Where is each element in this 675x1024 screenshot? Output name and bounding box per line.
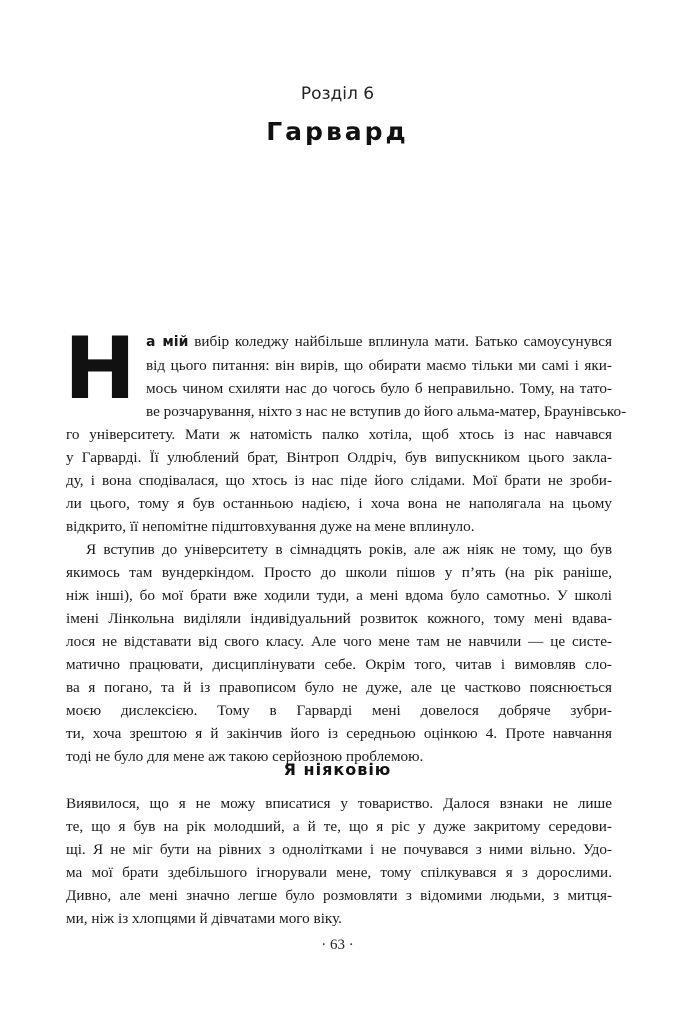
text-line: відкрито, її непомітне підштовхування дуже на мене вплинуло. [66, 518, 475, 535]
chapter-label: Розділ 6 [300, 84, 375, 104]
section-heading: Я ніяковію [283, 760, 392, 779]
text-line: імені Лінкольна виділяли індивідуальний розвиток кожного, тому мені вдава- [66, 610, 612, 627]
text-line: Я вступив до університету в сімнадцять років, але аж ніяк не тому, що був [86, 541, 612, 558]
chapter-title: Гарвард [266, 117, 409, 146]
text-line: те, що я був на рік молодший, а й те, що я ріс у дуже закритому середови- [66, 818, 612, 835]
paragraph [66, 538, 612, 768]
text-line: тоді не було для мене аж такою серйозною проблемою. [66, 748, 424, 765]
text-line: ли цього, тому я був останньою надією, і хоча вона не наполягала на цьому [66, 495, 612, 512]
paragraph [66, 792, 612, 930]
text-line: Виявилося, що я не можу вписатися у товариство. Далося взнаки не лише [66, 795, 612, 812]
section-text-block [66, 792, 612, 930]
drop-cap: Н [64, 319, 136, 419]
text-line: матично працювати, дисциплінувати себе. Окрім того, читав і вимовляв сло- [66, 656, 612, 673]
main-text-block [64, 319, 627, 768]
text-line: Дивно, але мені значно легше було розмовляти з відомими людьми, з митця- [66, 887, 612, 904]
text-line: ніж інші), бо мої брати вже ходили туди, а мені вдома було самотньо. У школі [66, 587, 612, 604]
paragraph [64, 319, 627, 538]
text-line: ве розчарування, ніхто з нас не вступив до його альма-матер, Браунівсько- [145, 403, 627, 420]
text-line: від цього питання: він вирів, що обирати маємо тільки ми самі і яки- [145, 357, 612, 374]
text-line: ти, хоча зрештою я й закінчив його із середньою оцінкою 4. Проте навчання [66, 725, 612, 742]
text-line: мось чином схиляти нас до чогось було б неправильно. Тому, на тато- [145, 380, 612, 397]
text-line: ма мої брати здебільшого ігнорували мене, тому спілкувався я з дорослими. [66, 864, 612, 881]
text-line: у Гарварді. Її улюблений брат, Вінтроп Олдріч, був випускником цього закла- [66, 449, 612, 466]
text-line: якимось там вундеркіндом. Просто до школи пішов у п’ять (на рік раніше, [66, 564, 612, 581]
text-line: ва я погано, та й із правописом було не дуже, але це частково пояснюється [66, 679, 612, 696]
text-line: ду, і вона сподівалася, що хтось із нас піде його слідами. Мої брати не зроби- [66, 472, 612, 489]
page-number: · 63 · [321, 937, 354, 953]
text-line: ми, ніж із хлопцями й дівчатами мого віку. [66, 910, 342, 927]
text-line: го університету. Мати ж натомість палко хотіла, щоб хтось із нас навчався [66, 426, 612, 443]
lead-bold-text: а мій [145, 334, 189, 350]
text-line: моєю дислексією. Тому в Гарварді мені довелося добряче зубри- [66, 702, 612, 719]
text-line: щі. Я не міг бути на рівних з однолітками і не почувався з ними вільно. Удо- [66, 841, 612, 858]
text-line: а мій вибір коледжу найбільше вплинула мати. Батько самоусунувся [145, 333, 612, 350]
text-line: лося не відставати від свого класу. Але чого мене там не навчили — це систе- [66, 633, 612, 650]
